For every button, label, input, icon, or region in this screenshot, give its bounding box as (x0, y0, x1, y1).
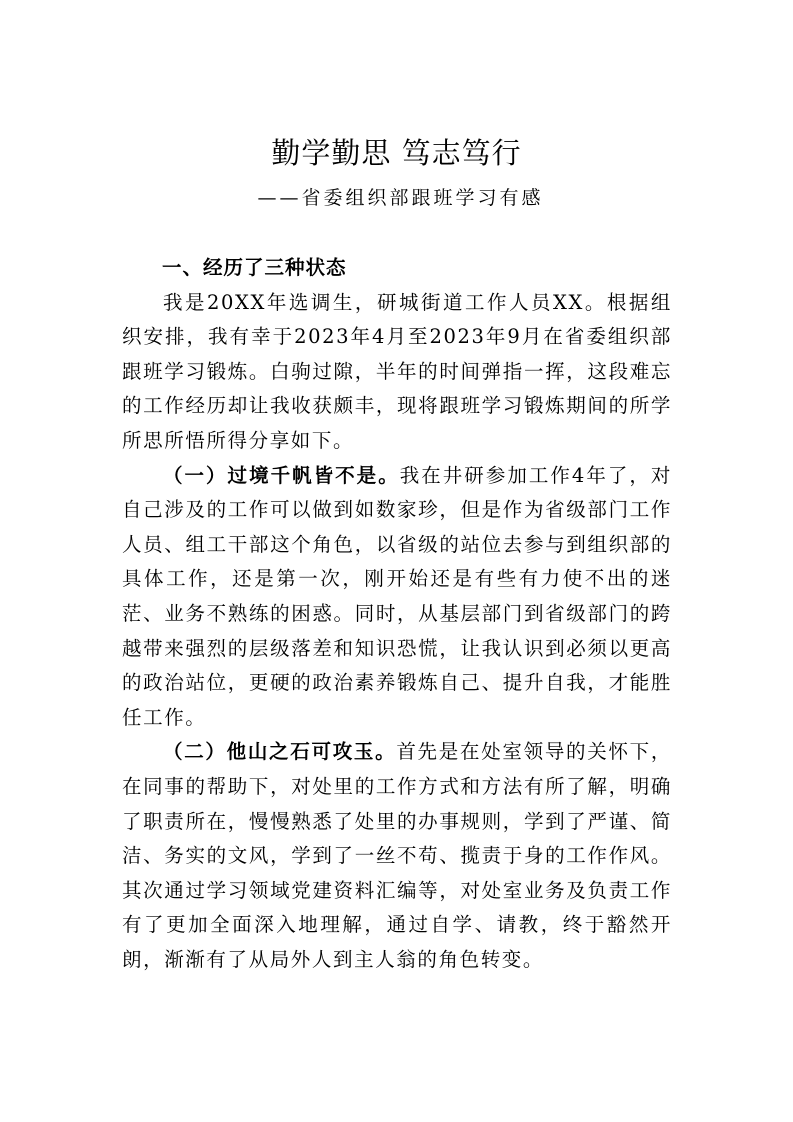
paragraph-subsection-2 (122, 735, 672, 977)
paragraph-text: 我是20XX年选调生，研城街道工作人员XX。根据组织安排，我有幸于2023年4月至2023年9月在省委组织部跟班学习锻炼。白驹过隙，半年的时间弹指一挥，这段难忘的工作经历却让我收获颇丰，现将跟班学习锻炼期间的所学所思所悟所得分享如下。 (122, 290, 672, 452)
paragraph-intro (122, 286, 672, 459)
document-body (122, 251, 672, 977)
section-heading: 一、经历了三种状态 (162, 256, 347, 279)
subsection-lead: （二）他山之石可攻玉。 (163, 740, 397, 764)
paragraph-text: 我在井研参加工作4年了，对自己涉及的工作可以做到如数家珍，但是作为省级部门工作人员、组工干部这个角色，以省级的站位去参与到组织部的具体工作，还是第一次，刚开始还是有些有力使不出的迷茫、业务不熟练的困惑。同时，从基层部门到省级部门的跨越带来强烈的层级落差和知识恐慌，让我认识到必须以更高的政治站位，更硬的政治素养锻炼自己、提升自我，才能胜任工作。 (122, 463, 672, 729)
paragraph-subsection-1 (122, 459, 672, 736)
subsection-lead: （一）过境千帆皆不是。 (163, 463, 400, 487)
paragraph-text: 首先是在处室领导的关怀下，在同事的帮助下，对处里的工作方式和方法有所了解，明确了职责所在，慢慢熟悉了处里的办事规则，学到了严谨、简洁、务实的文风，学到了一丝不苟、揽责于身的工作作风。其次通过学习领域党建资料汇编等，对处室业务及负责工作有了更加全面深入地理解，通过自学、请教，终于豁然开朗，渐渐有了从局外人到主人翁的角色转变。 (122, 740, 672, 971)
document-subtitle: ——省委组织部跟班学习有感 (257, 187, 544, 209)
document-title: 勤学勤思 笃志笃行 (271, 136, 522, 170)
